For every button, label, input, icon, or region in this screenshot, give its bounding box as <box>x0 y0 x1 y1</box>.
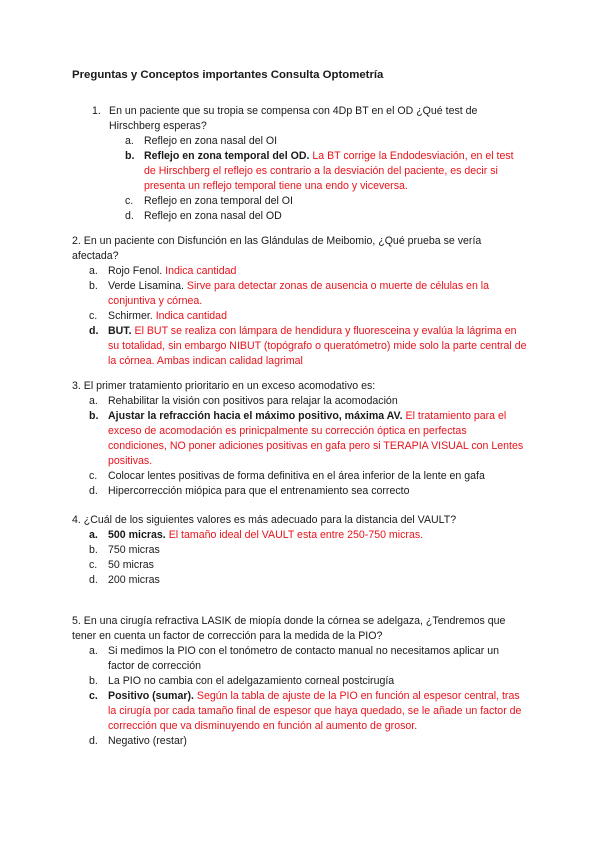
option-text: 200 micras <box>108 574 160 586</box>
option-text: Reflejo en zona nasal del OD <box>144 210 282 222</box>
option-text: Negativo (restar) <box>108 735 187 747</box>
explanation-note: Según la tabla de ajuste de la PIO en función al espesor central, tras la cirugía por cada tamaño final de espesor que haya quedado, se le añade un factor de corrección que va disminuyendo en función al aumento de grosor. <box>108 690 522 732</box>
question-text: 4. ¿Cuál de los siguientes valores es más adecuado para la distancia del VAULT? <box>72 514 457 526</box>
options-list <box>89 394 528 499</box>
option-text: Rojo Fenol. <box>108 265 163 277</box>
option-a <box>89 264 528 279</box>
option-text: Verde Lisamina. <box>108 280 184 292</box>
option-letter: b. <box>89 675 98 687</box>
explanation-note: El BUT se realiza con lámpara de hendidura y fluoresceina y evalúa la lágrima en su totalidad, sin embargo NIBUT (topógrafo o queratómetro) mide solo la parte central de la córnea. Ambas indican calidad lagrimal <box>108 325 527 367</box>
option-text: Reflejo en zona nasal del OI <box>144 135 278 147</box>
option-letter: c. <box>89 310 98 322</box>
options-list <box>89 528 528 588</box>
option-letter: c. <box>89 690 98 702</box>
option-a <box>125 134 528 149</box>
option-letter: c. <box>89 470 98 482</box>
question-text: En un paciente que su tropia se compensa con 4Dp BT en el OD ¿Qué test de Hirschberg esperas? <box>109 105 478 132</box>
option-letter: a. <box>89 645 98 657</box>
option-text: Colocar lentes positivas de forma definitiva en el área inferior de la lente en gafa <box>108 470 485 482</box>
option-b <box>89 674 528 689</box>
option-text: 750 micras <box>108 544 160 556</box>
option-b-correct <box>89 409 528 469</box>
option-b <box>89 543 528 558</box>
option-text: BUT. <box>108 325 132 337</box>
option-c <box>89 309 528 324</box>
option-text: Reflejo en zona temporal del OI <box>144 195 293 207</box>
option-c-correct <box>89 689 528 734</box>
option-a-correct <box>89 528 528 543</box>
option-letter: a. <box>89 395 98 407</box>
question-4 <box>72 513 528 588</box>
option-d-correct <box>89 324 528 369</box>
option-letter: b. <box>89 410 99 422</box>
option-d <box>89 573 528 588</box>
option-text: La PIO no cambia con el adelgazamiento corneal postcirugía <box>108 675 395 687</box>
option-text: 50 micras <box>108 559 154 571</box>
option-text: Schirmer. <box>108 310 153 322</box>
explanation-note: La BT corrige la Endodesviación, en el test de Hirschberg el reflejo es contrario a la desviación del paciente, es decir si presenta un reflejo temporal tiene una endo y viceversa. <box>144 150 514 192</box>
option-text: Reflejo en zona temporal del OD. <box>144 150 310 162</box>
option-letter: d. <box>89 325 99 337</box>
option-letter: c. <box>89 559 98 571</box>
option-letter: d. <box>89 574 98 586</box>
option-text: Si medimos la PIO con el tonómetro de contacto manual no necesitamos aplicar un factor de corrección <box>108 645 499 672</box>
option-letter: d. <box>89 735 98 747</box>
option-a <box>89 394 528 409</box>
options-list <box>89 264 528 369</box>
explanation-note: El tamaño ideal del VAULT esta entre 250-750 micras. <box>168 529 424 541</box>
option-text: Ajustar la refracción hacia el máximo positivo, máxima AV. <box>108 410 403 422</box>
explanation-note: Indica cantidad <box>155 310 227 322</box>
page-title: Preguntas y Conceptos importantes Consulta Optometría <box>72 69 384 81</box>
option-a <box>89 644 528 674</box>
option-letter: c. <box>125 195 134 207</box>
option-text: Hipercorrección miópica para que el entrenamiento sea correcto <box>108 485 410 497</box>
option-b-correct <box>125 149 528 194</box>
option-letter: a. <box>89 529 98 541</box>
option-text: 500 micras. <box>108 529 166 541</box>
option-d <box>89 734 528 749</box>
option-letter: d. <box>125 210 134 222</box>
options-list <box>125 134 528 224</box>
explanation-note: Sirve para detectar zonas de ausencia o muerte de células en la conjuntiva y córnea. <box>108 280 490 307</box>
option-letter: a. <box>125 135 134 147</box>
option-d <box>89 484 528 499</box>
question-text: 2. En un paciente con Disfunción en las Glándulas de Meibomio, ¿Qué prueba se vería afectada? <box>72 235 482 262</box>
question-3 <box>72 379 528 499</box>
option-c <box>89 558 528 573</box>
question-text: 5. En una cirugía refractiva LASIK de miopía donde la córnea se adelgaza, ¿Tendremos que tener en cuenta un factor de corrección para la medida de la PIO? <box>72 615 506 642</box>
option-letter: d. <box>89 485 98 497</box>
explanation-note: El tratamiento para el exceso de acomodación es prinicpalmente su corrección óptica en perfectas condiciones, NO poner adiciones positivas en gafa pero si TERAPIA VISUAL con Lentes positivas. <box>108 410 524 467</box>
option-letter: b. <box>125 150 135 162</box>
option-b <box>89 279 528 309</box>
question-text: 3. El primer tratamiento prioritario en un exceso acomodativo es: <box>72 380 376 392</box>
option-c <box>125 194 528 209</box>
option-letter: a. <box>89 265 98 277</box>
question-1 <box>92 104 528 224</box>
explanation-note: Indica cantidad <box>165 265 237 277</box>
options-list <box>89 644 528 749</box>
question-2 <box>72 234 528 369</box>
question-5 <box>72 614 528 749</box>
option-d <box>125 209 528 224</box>
option-text: Rehabilitar la visión con positivos para relajar la acomodación <box>108 395 398 407</box>
option-letter: b. <box>89 544 98 556</box>
option-letter: b. <box>89 280 98 292</box>
option-c <box>89 469 528 484</box>
question-number: 1. <box>92 105 101 117</box>
option-text: Positivo (sumar). <box>108 690 194 702</box>
